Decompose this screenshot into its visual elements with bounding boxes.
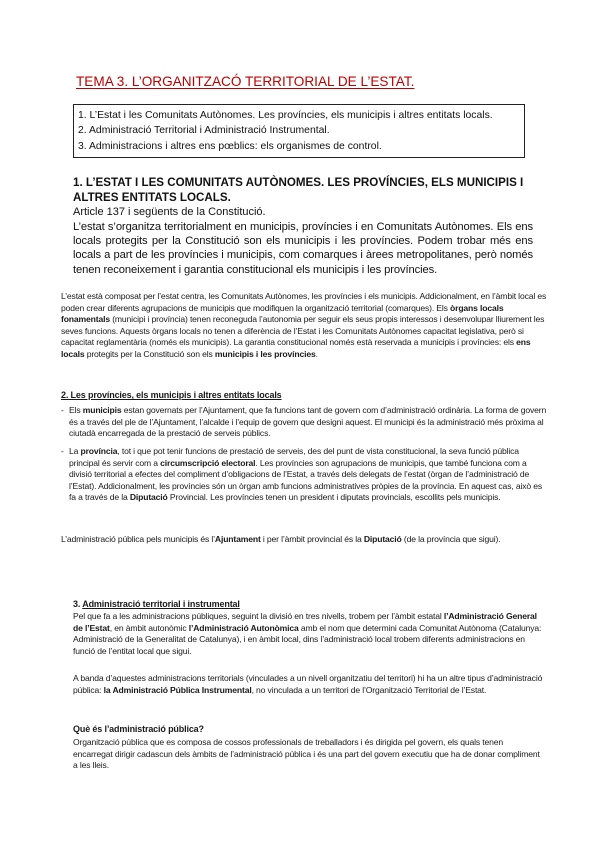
answer-paragraph: Organització pública que es composa de cossos professionals de treballadors i és dirigida pel govern, els quals tenen encarregat dirigir cadascun dels àmbits de l’administració pública i és una part del govern executiu que ha de donar compliment a les lleis. xyxy=(73,737,540,771)
section-3-heading: 3. Administració territorial i instrumental xyxy=(73,599,240,609)
section-1-heading: 1. L’ESTAT I LES COMUNITATS AUTÒNOMES. LES PROVÍNCIES, ELS MUNICIPIS I ALTRES ENTITATS LOCALS. xyxy=(73,176,524,204)
list-item-municipis: - Els municipis estan governats per l’Ajuntament, que fa funcions tant de govern com d’administració ordinària. La forma de govern és a través del ple de l’Ajuntament, l’alcalde i l’equip de govern que designi aquest. El municipi és la administració més pròxima al ciutadà encarregada de la prestació de serveis públics. xyxy=(61,405,547,439)
table-of-contents xyxy=(73,104,525,158)
question-heading: Què és l’administració pública? xyxy=(73,724,204,734)
toc-item-1: 1. L’Estat i les Comunitats Autònomes. Les províncies, els municipis i altres entitats locals. xyxy=(78,110,493,121)
section-1-paragraph: L’estat s’organitza territorialment en municipis, províncies i en Comunitats Autònomes. Els ens locals protegits per la Constitució son els municipis i les províncies. Podem trobar més ens locals a part de les províncies i municipis, com comarques i àrees metropolitanes, però només tenen reconeixement i garantia constitucional els municipis i les províncies. xyxy=(73,221,533,276)
paragraph-instrumental-administration: A banda d’aquestes administracions territorials (vinculades a un nivell organitzatiu del territori) hi ha un altre tipus d’administració pública: la Administració Pública Instrumental, no vinculada a un territori de l’Organització Territorial de l’Estat. xyxy=(73,673,543,695)
toc-item-3: 3. Administracions i altres ens pœblics: els organismes de control. xyxy=(78,140,382,152)
section-2-heading: 2. Les províncies, els municipis i altres entitats locals xyxy=(61,390,282,400)
paragraph-state-composition: L’estat està composat per l’estat centra, les Comunitats Autònomes, les províncies i els municipis. Addicionalment, en l’àmbit local es poden crear diferents agrupacions de municipis que modifiquen la organització territorial (comarques). Els òrgans locals fonamentals (municipi i província) tenen reconeguda l’autonomia per seguir els seus propis interessos i desenvolupar lliurement les seves funcions. Aquests òrgans locals no tenen a diferència de l’Estat i les Comunitats Autònomes capacitat legislativa, però si capacitat reglamentària (només els municipis). La garantia constitucional només està reservada a municipis i províncies: els ens locals protegits per la Constitució son els municipis i les províncies. xyxy=(61,291,547,359)
section-1-subheading: Article 137 i següents de la Constitució. xyxy=(73,206,266,218)
toc-item-2: 2. Administració Territorial i Administració Instrumental. xyxy=(78,125,330,137)
page-title: TEMA 3. L’ORGANITZACÓ TERRITORIAL DE L’ESTAT. xyxy=(76,74,415,89)
paragraph-territorial-administration: Pel que fa a les administracions públiques, seguint la divisió en tres nivells, trobem per l’àmbit estatal l’Administració General de l’Estat, en àmbit autonòmic l’Administració Autonòmica amb el nom que determini cada Comunitat Autònoma (Catalunya: Administració de la Generalitat de Catalunya), i en àmbit local, dins l’administració local trobem diferents administracions en funció de l’entitat local que sigui. xyxy=(73,611,542,656)
paragraph-public-administration: L’administració pública pels municipis és l’Ajuntament i per l’àmbit provincial és la Diputació (de la província que sigui). xyxy=(61,534,501,544)
list-item-provincia: - La província, tot i que pot tenir funcions de prestació de serveis, des del punt de vista constitucional, la seva funció pública principal és servir com a circumscripció electoral. Les províncies son agrupacions de municipis, que també funciona com a divisió territorial a efectes del compliment d’obligacions de l’Estat, a través dels delegats de l’estat (òrgan de l’administració de l’Estat). Addicionalment, les províncies són un òrgan amb funcions administratives pròpies de la província. En aquest cas, això es fa a través de la Diputació Provincial. Les províncies tenen un president i diputats provincials, escollits pels municipis. xyxy=(61,446,542,503)
